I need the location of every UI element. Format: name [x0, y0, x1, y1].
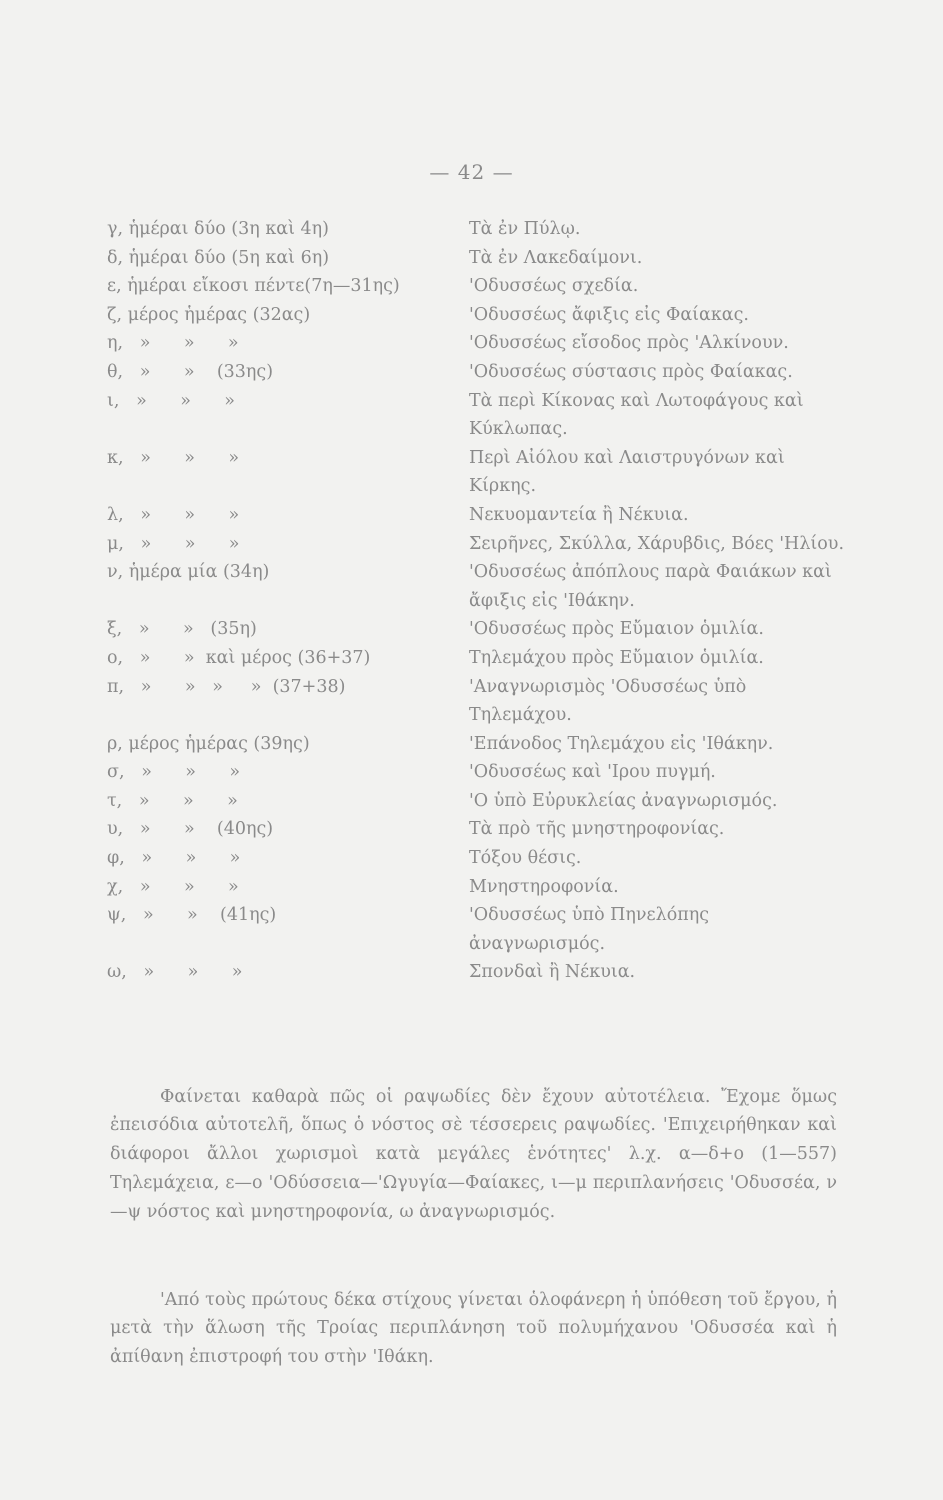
- row-label: υ, » » (40ης): [107, 819, 274, 840]
- table-row: [107, 272, 847, 301]
- row-content: 'Οδυσσέως καὶ 'Ιρου πυγμή.: [469, 762, 716, 783]
- row-label: λ, » » »: [107, 504, 240, 525]
- row-label: θ, » » (33ης): [107, 361, 274, 382]
- row-content: Τὰ ἐν Πύλῳ.: [469, 219, 581, 239]
- row-content: Τὰ ἐν Λακεδαίμονι.: [469, 247, 643, 268]
- row-label: ψ, » » (41ης): [107, 905, 277, 926]
- page-number: — 42 —: [429, 160, 514, 184]
- table-row: [107, 673, 847, 730]
- row-label: δ, ἡμέραι δύο (5η καὶ 6η): [107, 247, 330, 268]
- row-content: Σειρῆνες, Σκύλλα, Χάρυβδις, Βόες 'Ηλίου.: [469, 533, 845, 554]
- table-row: [107, 815, 847, 844]
- row-label: τ, » » »: [107, 790, 238, 811]
- row-label: σ, » » »: [107, 762, 241, 783]
- table-row: [107, 501, 847, 530]
- table-row: [107, 730, 847, 759]
- row-content: 'Οδυσσέως ἄφιξις εἰς Φαίακας.: [469, 304, 749, 325]
- row-label: χ, » » »: [107, 876, 239, 897]
- table-row: [107, 958, 847, 987]
- table-row: [107, 244, 847, 273]
- table-row: [107, 644, 847, 673]
- table-row: [107, 873, 847, 902]
- row-content: Σπονδαὶ ἢ Νέκυια.: [469, 962, 636, 983]
- table-row: [107, 615, 847, 644]
- row-content: 'Οδυσσέως ἀπόπλους παρὰ Φαιάκων καὶ ἄφιξις εἰς 'Ιθάκην.: [469, 562, 832, 611]
- table-row: [107, 329, 847, 358]
- row-content: 'Επάνοδος Τηλεμάχου εἰς 'Ιθάκην.: [469, 733, 774, 754]
- row-content: 'Αναγνωρισμὸς 'Οδυσσέως ὑπὸ Τηλεμάχου.: [469, 676, 747, 726]
- row-label: ι, » » »: [107, 390, 235, 411]
- row-content: Μνηστηροφονία.: [469, 876, 619, 897]
- table-row: [107, 444, 847, 501]
- table-row: [107, 901, 847, 958]
- row-content: Τόξου θέσις.: [469, 848, 582, 869]
- row-content: 'Ο ὑπὸ Εὐρυκλείας ἀναγνωρισμός.: [469, 790, 778, 811]
- row-content: Τὰ πρὸ τῆς μνηστηροφονίας.: [469, 819, 725, 840]
- body-paragraph-1: Φαίνεται καθαρὰ πῶς οἱ ραψωδίες δὲν ἔχουν αὐτοτέλεια. Ἔχομε ὅμως ἐπεισόδια αὐτοτελῆ, ὅπως ὁ νόστος σὲ τέσσερεις ραψωδίες. 'Επιχειρήθηκαν καὶ διάφοροι ἄλλοι χωρισμοὶ κατὰ μεγάλες ἑνότητες' λ.χ. α—δ+ο (1—557) Τηλεμάχεια, ε—ο 'Οδύσσεια—'Ωγυγία—Φαίακες, ι—μ περιπλανήσεις 'Οδυσσέα, ν—ψ νόστος καὶ μνηστηροφονία, ω ἀναγνωρισμός.: [110, 1086, 837, 1222]
- row-label: γ, ἡμέραι δύο (3η καὶ 4η): [107, 219, 329, 239]
- row-label: φ, » » »: [107, 848, 241, 869]
- row-label: ο, » » καὶ μέρος (36+37): [107, 647, 371, 668]
- row-label: ω, » » »: [107, 962, 243, 983]
- table-row: [107, 530, 847, 559]
- table-row: [107, 358, 847, 387]
- body-paragraph-2: 'Από τοὺς πρώτους δέκα στίχους γίνεται ὁλοφάνερη ἡ ὑπόθεση τοῦ ἔργου, ἡ μετὰ τὴν ἅλωση τῆς Τροίας περιπλάνηση τοῦ πολυμήχανου 'Οδυσσέα καὶ ἡ ἀπίθανη ἐπιστροφή του στὴν 'Ιθάκη.: [110, 1289, 837, 1368]
- row-content: Τὰ περὶ Κίκονας καὶ Λωτοφάγους καὶ Κύκλωπας.: [469, 390, 804, 440]
- row-label: ξ, » » (35η): [107, 619, 257, 640]
- row-content: 'Οδυσσέως σύστασις πρὸς Φαίακας.: [469, 361, 793, 382]
- row-content: 'Οδυσσέως ὑπὸ Πηνελόπης ἀναγνωρισμός.: [469, 905, 710, 954]
- row-label: ν, ἡμέρα μία (34η): [107, 562, 270, 583]
- row-content: Νεκυομαντεία ἢ Νέκυια.: [469, 504, 689, 525]
- table-row: [107, 558, 847, 615]
- table-row: [107, 387, 847, 444]
- row-content: 'Οδυσσέως σχεδία.: [469, 276, 639, 297]
- table-row: [107, 215, 847, 244]
- row-label: ρ, μέρος ἡμέρας (39ης): [107, 733, 310, 754]
- row-label: ζ, μέρος ἡμέρας (32ας): [107, 304, 311, 325]
- table-row: [107, 301, 847, 330]
- row-content: 'Οδυσσέως εἴσοδος πρὸς 'Αλκίνουν.: [469, 333, 789, 354]
- row-label: π, » » » » (37+38): [107, 676, 346, 697]
- table-row: [107, 787, 847, 816]
- rhapsody-table: [107, 215, 847, 987]
- table-row: [107, 844, 847, 873]
- row-label: ε, ἡμέραι εἴκοσι πέντε(7η—31ης): [107, 276, 400, 297]
- row-label: μ, » » »: [107, 533, 240, 554]
- row-content: Περὶ Αἰόλου καὶ Λαιστρυγόνων καὶ Κίρκης.: [469, 447, 785, 497]
- row-label: η, » » »: [107, 333, 239, 354]
- table-row: [107, 758, 847, 787]
- row-content: 'Οδυσσέως πρὸς Εὔμαιον ὁμιλία.: [469, 619, 764, 640]
- row-content: Τηλεμάχου πρὸς Εὔμαιον ὁμιλία.: [469, 647, 764, 668]
- row-label: κ, » » »: [107, 447, 240, 468]
